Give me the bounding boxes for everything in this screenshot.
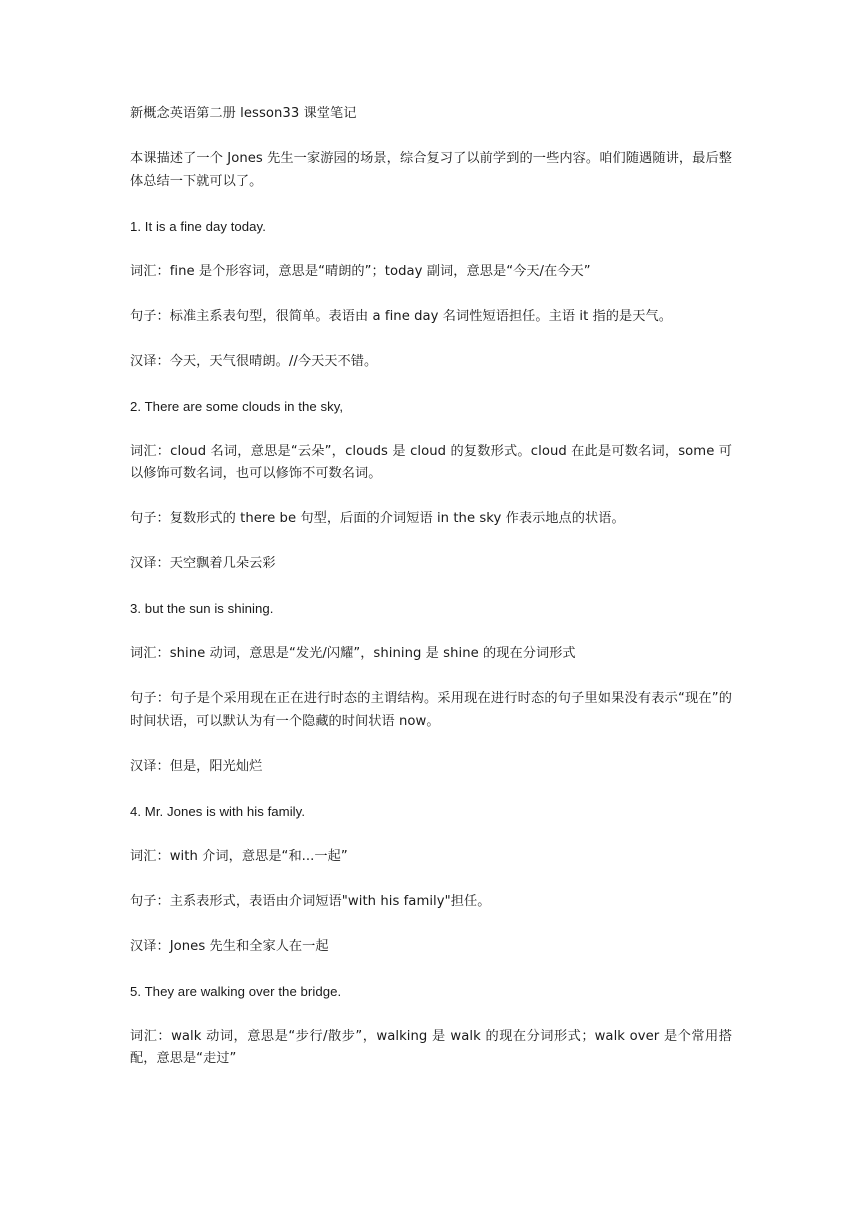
grammar-note-3: 句子：句子是个采用现在正在进行时态的主谓结构。采用现在进行时态的句子里如果没有表示“现在”的时间状语，可以默认为有一个隐藏的时间状语 now。 (130, 691, 732, 729)
vocab-note-2: 词汇：cloud 名词，意思是“云朵”，clouds 是 cloud 的复数形式。cloud 在此是可数名词，some 可以修饰可数名词，也可以修饰不可数名词。 (130, 443, 732, 481)
translation-3: 汉译：但是，阳光灿烂 (130, 758, 263, 774)
sentence-1: 1. It is a fine day today. (130, 218, 266, 234)
translation-4: 汉译：Jones 先生和全家人在一起 (130, 938, 329, 954)
grammar-note-2: 句子：复数形式的 there be 句型，后面的介词短语 in the sky 作表示地点的状语。 (130, 511, 625, 526)
translation-2: 汉译：天空飘着几朵云彩 (130, 556, 276, 571)
document-body (130, 103, 732, 1093)
vocab-note-5: 词汇：walk 动词，意思是“步行/散步”，walking 是 walk 的现在分词形式；walk over 是个常用搭配，意思是“走过” (130, 1028, 732, 1066)
intro-paragraph: 本课描述了一个 Jones 先生一家游园的场景，综合复习了以前学到的一些内容。咱们随遇随讲，最后整体总结一下就可以了。 (130, 151, 732, 189)
sentence-4: 4. Mr. Jones is with his family. (130, 803, 306, 819)
sentence-5: 5. They are walking over the bridge. (130, 983, 342, 999)
vocab-note-3: 词汇：shine 动词，意思是“发光/闪耀”，shining 是 shine 的现在分词形式 (130, 646, 576, 661)
sentence-2: 2. There are some clouds in the sky, (130, 398, 344, 414)
vocab-note-1: 词汇：fine 是个形容词，意思是“晴朗的”；today 副词，意思是“今天/在今天” (130, 263, 591, 279)
grammar-note-1: 句子：标准主系表句型，很简单。表语由 a fine day 名词性短语担任。主语 it 指的是天气。 (130, 308, 672, 324)
translation-1: 汉译：今天，天气很晴朗。//今天天不错。 (130, 353, 378, 369)
vocab-note-4: 词汇：with 介词，意思是“和...一起” (130, 848, 348, 864)
document-title: 新概念英语第二册 lesson33 课堂笔记 (130, 106, 357, 121)
sentence-3: 3. but the sun is shining. (130, 601, 274, 616)
grammar-note-4: 句子：主系表形式，表语由介词短语"with his family"担任。 (130, 893, 491, 909)
